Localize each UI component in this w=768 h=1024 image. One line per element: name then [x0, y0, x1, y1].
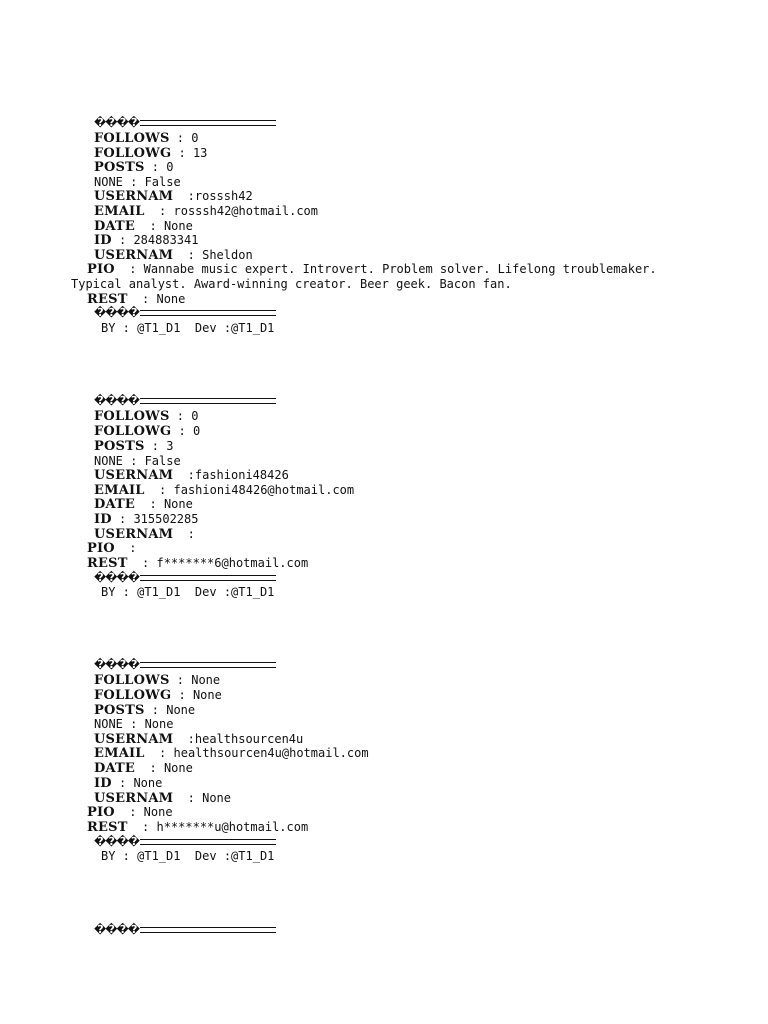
- email-line: [94, 204, 318, 218]
- separator-glyphs: ����: [94, 306, 139, 319]
- separator-top: [94, 394, 276, 408]
- usernam-value-2: : None: [173, 791, 231, 805]
- followg-value: : 13: [171, 146, 208, 160]
- pio-value: : None: [114, 805, 173, 819]
- email-value: : healthsourcen4u@hotmail.com: [144, 746, 369, 760]
- follows-value: : 0: [169, 409, 199, 423]
- posts-line: [94, 160, 173, 174]
- date-value: : None: [135, 497, 193, 511]
- posts-value: : None: [144, 703, 196, 717]
- date-line: [94, 497, 193, 511]
- usernam-label: USERNAM: [94, 189, 174, 204]
- none-line: NONE : False: [94, 175, 181, 189]
- followg-line: [94, 146, 207, 160]
- email-line: [94, 746, 369, 760]
- email-label: EMAIL: [94, 746, 145, 761]
- id-label: ID: [94, 776, 112, 791]
- follows-label: FOLLOWS: [94, 673, 170, 688]
- rest-value: : None: [127, 292, 186, 306]
- email-line: [94, 483, 354, 497]
- followg-line: [94, 688, 222, 702]
- date-label: DATE: [94, 497, 136, 512]
- pio-line: [87, 262, 657, 276]
- none-line: NONE : False: [94, 454, 181, 468]
- rest-line: [87, 820, 308, 834]
- follows-value: : None: [169, 673, 221, 687]
- separator-glyphs: ����: [94, 571, 139, 584]
- posts-label: POSTS: [94, 439, 145, 454]
- double-rule: [140, 310, 276, 316]
- rest-label: REST: [87, 820, 128, 835]
- date-label: DATE: [94, 761, 136, 776]
- followg-label: FOLLOWG: [94, 688, 172, 703]
- usernam-line-2: [94, 791, 231, 805]
- separator-top: [94, 923, 276, 937]
- email-value: : fashioni48426@hotmail.com: [144, 483, 355, 497]
- id-line: [94, 776, 162, 790]
- separator-bottom: [94, 835, 276, 849]
- usernam-value: :healthsourcen4u: [173, 732, 304, 746]
- pio-label: PIO: [87, 262, 115, 277]
- rest-label: REST: [87, 556, 128, 571]
- posts-line: [94, 439, 173, 453]
- followg-label: FOLLOWG: [94, 146, 172, 161]
- usernam-value: :rosssh42: [173, 189, 253, 203]
- followg-value: : 0: [171, 424, 201, 438]
- posts-value: : 3: [144, 439, 174, 453]
- double-rule: [140, 575, 276, 581]
- credit-line: BY : @T1_D1 Dev :@T1_D1: [101, 585, 275, 599]
- id-line: [94, 233, 198, 247]
- posts-label: POSTS: [94, 703, 145, 718]
- follows-label: FOLLOWS: [94, 131, 170, 146]
- double-rule: [140, 120, 276, 126]
- rest-label: REST: [87, 292, 128, 307]
- double-rule: [140, 927, 276, 933]
- usernam-label-2: USERNAM: [94, 248, 174, 263]
- follows-line: [94, 673, 220, 687]
- separator-top: [94, 116, 276, 130]
- usernam-value: :fashioni48426: [173, 468, 289, 482]
- double-rule: [140, 398, 276, 404]
- follows-line: [94, 131, 198, 145]
- follows-label: FOLLOWS: [94, 409, 170, 424]
- double-rule: [140, 662, 276, 668]
- pio-line: [87, 541, 136, 555]
- separator-glyphs: ����: [94, 116, 139, 129]
- credit-line: BY : @T1_D1 Dev :@T1_D1: [101, 321, 275, 335]
- usernam-label-2: USERNAM: [94, 527, 174, 542]
- follows-value: : 0: [169, 131, 199, 145]
- follows-line: [94, 409, 198, 423]
- none-line: NONE : None: [94, 717, 174, 731]
- pio-label: PIO: [87, 805, 115, 820]
- date-value: : None: [135, 219, 193, 233]
- rest-line: [87, 556, 308, 570]
- posts-line: [94, 703, 195, 717]
- date-line: [94, 219, 193, 233]
- usernam-label: USERNAM: [94, 732, 174, 747]
- rest-value: : h*******u@hotmail.com: [127, 820, 309, 834]
- date-line: [94, 761, 193, 775]
- separator-glyphs: ����: [94, 394, 139, 407]
- id-line: [94, 512, 198, 526]
- followg-value: : None: [171, 688, 222, 702]
- id-value: : 315502285: [111, 512, 199, 526]
- email-value: : rosssh42@hotmail.com: [144, 204, 318, 218]
- pio-label: PIO: [87, 541, 115, 556]
- usernam-line: [94, 732, 303, 746]
- date-value: : None: [135, 761, 193, 775]
- usernam-label: USERNAM: [94, 468, 174, 483]
- separator-glyphs: ����: [94, 923, 139, 936]
- credit-line: BY : @T1_D1 Dev :@T1_D1: [101, 849, 275, 863]
- date-label: DATE: [94, 219, 136, 234]
- usernam-line: [94, 468, 289, 482]
- separator-glyphs: ����: [94, 658, 139, 671]
- email-label: EMAIL: [94, 483, 145, 498]
- separator-top: [94, 658, 276, 672]
- pio-continuation: Typical analyst. Award-winning creator. Beer geek. Bacon fan.: [71, 277, 512, 291]
- pio-line: [87, 805, 173, 819]
- pio-value: : Wannabe music expert. Introvert. Problem solver. Lifelong troublemaker.: [114, 262, 657, 276]
- separator-glyphs: ����: [94, 835, 139, 848]
- usernam-line-2: [94, 248, 253, 262]
- separator-bottom: [94, 306, 276, 320]
- followg-line: [94, 424, 200, 438]
- id-label: ID: [94, 233, 112, 248]
- posts-value: : 0: [144, 160, 174, 174]
- usernam-line: [94, 189, 253, 203]
- pio-value: :: [114, 541, 137, 555]
- separator-bottom: [94, 571, 276, 585]
- followg-label: FOLLOWG: [94, 424, 172, 439]
- rest-value: : f*******6@hotmail.com: [127, 556, 309, 570]
- rest-line: [87, 292, 185, 306]
- posts-label: POSTS: [94, 160, 145, 175]
- id-value: : 284883341: [111, 233, 199, 247]
- double-rule: [140, 839, 276, 845]
- id-value: : None: [111, 776, 163, 790]
- usernam-label-2: USERNAM: [94, 791, 174, 806]
- usernam-value-2: : Sheldon: [173, 248, 253, 262]
- usernam-line-2: [94, 527, 195, 541]
- usernam-value-2: :: [173, 527, 195, 541]
- id-label: ID: [94, 512, 112, 527]
- email-label: EMAIL: [94, 204, 145, 219]
